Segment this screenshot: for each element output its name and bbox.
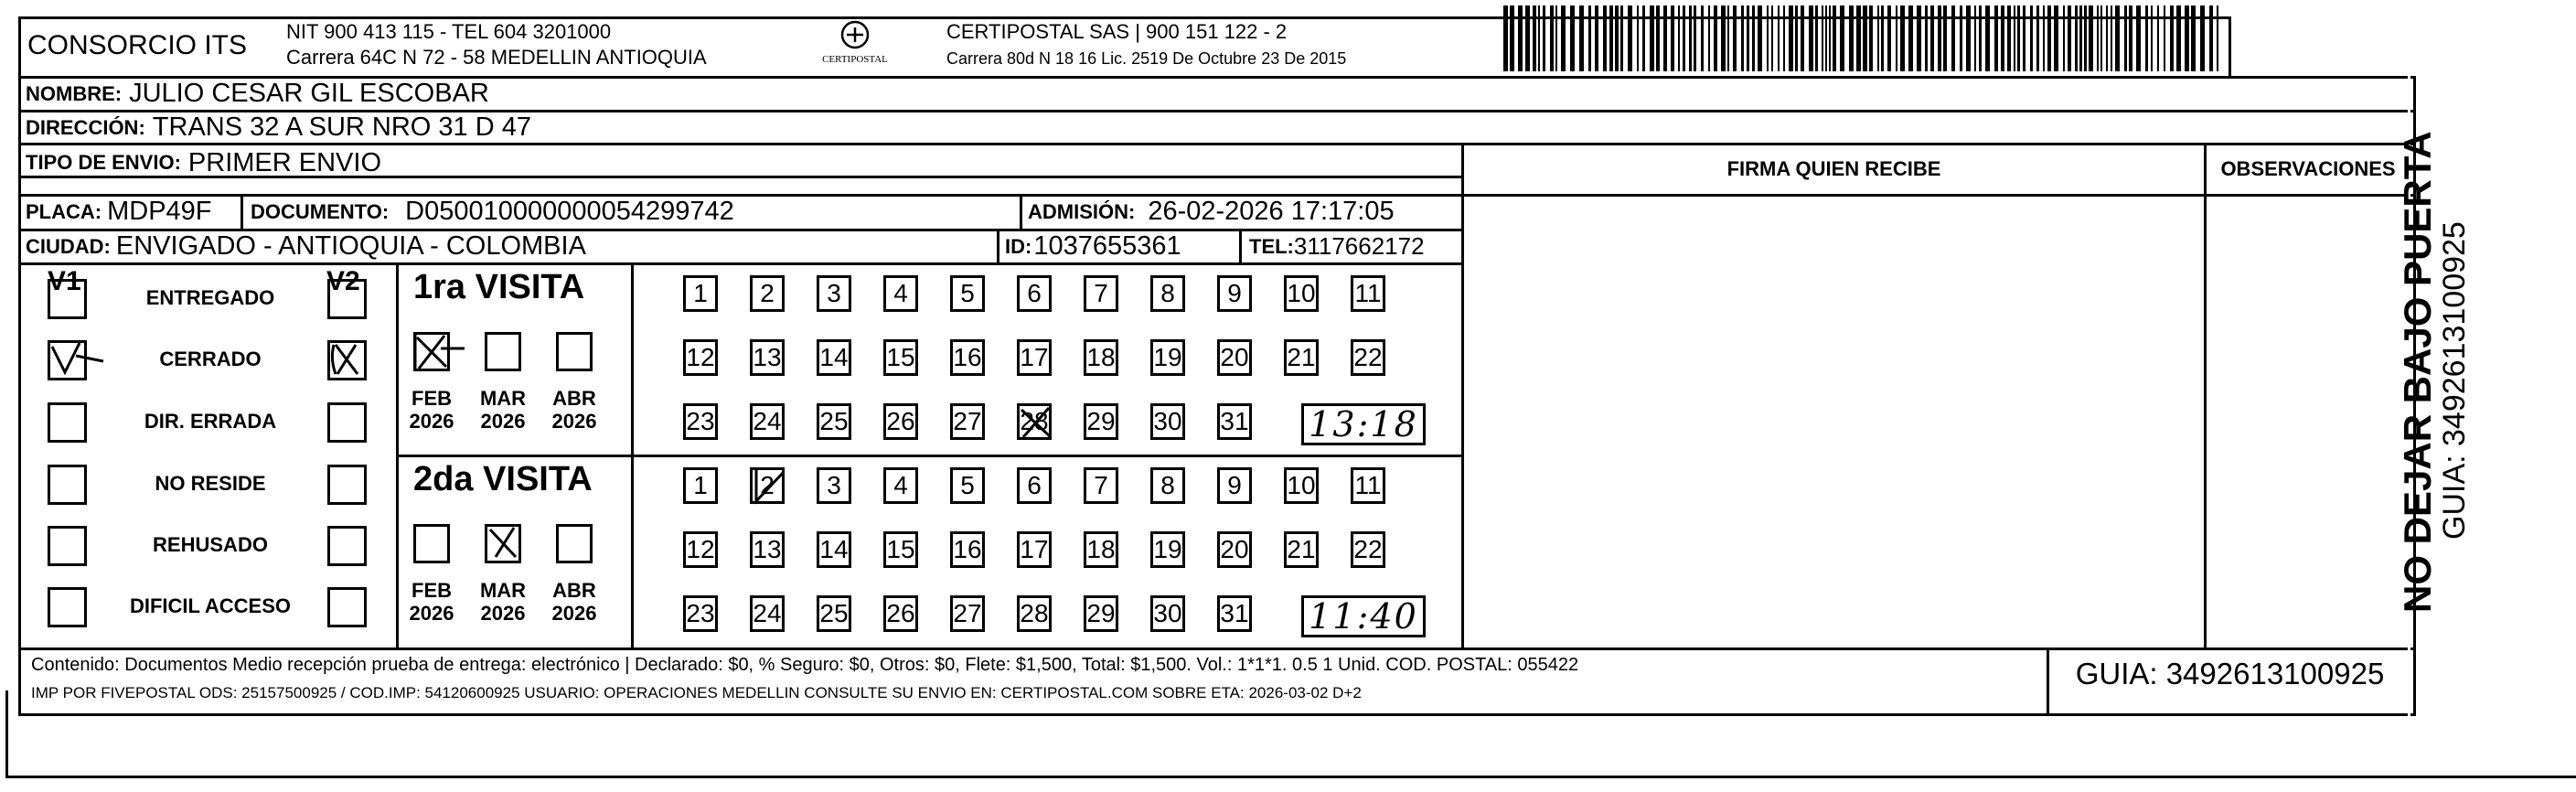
v2-checkbox[interactable] (327, 465, 367, 505)
v1-checkbox[interactable] (48, 279, 87, 319)
day-box[interactable]: 30 (1150, 403, 1185, 440)
barcode-bar (2043, 5, 2045, 71)
visit-time: 11:40 (1301, 595, 1426, 637)
day-box[interactable]: 18 (1084, 531, 1118, 568)
barcode-bar (1960, 5, 1962, 71)
day-box[interactable]: 11 (1351, 467, 1385, 504)
month-name: MAR (479, 579, 527, 602)
barcode-bar (1840, 5, 1844, 71)
barcode-bar (1741, 5, 1744, 71)
direccion-value: TRANS 32 A SUR NRO 31 D 47 (152, 112, 531, 142)
tipo-value: PRIMER ENVIO (187, 147, 382, 177)
day-box[interactable]: 3 (817, 275, 851, 312)
barcode-bar (1570, 5, 1575, 71)
barcode-bar (1620, 5, 1623, 71)
barcode-bar (1561, 5, 1566, 71)
day-mark-icon (749, 466, 789, 507)
barcode-bar (2017, 5, 2020, 71)
company-address: Carrera 64C N 72 - 58 MEDELLIN ANTIOQUIA (286, 46, 707, 69)
barcode-bar (2176, 5, 2181, 71)
barcode-bar (1701, 5, 1704, 71)
day-box[interactable]: 29 (1084, 595, 1118, 632)
day-box[interactable]: 14 (817, 339, 851, 376)
v2-checkbox[interactable] (327, 340, 367, 380)
barcode-bar (1525, 5, 1530, 71)
day-box[interactable]: 26 (883, 403, 918, 440)
day-box[interactable]: 31 (1217, 403, 1252, 440)
month-label (476, 387, 530, 433)
barcode-bar (1579, 5, 1584, 71)
bottom-edge (5, 776, 2576, 778)
barcode-bar (1603, 5, 1607, 71)
barcode-bar (1678, 5, 1680, 71)
month-year: 2026 (480, 602, 526, 625)
carrier-line: CERTIPOSTAL SAS | 900 151 122 - 2 (946, 20, 1288, 43)
barcode-bar (1974, 5, 1976, 71)
barcode-bar (2075, 5, 2078, 71)
day-box[interactable]: 16 (950, 531, 985, 568)
barcode-bar (1994, 5, 1998, 71)
day-box[interactable]: 10 (1284, 467, 1319, 504)
day-box[interactable]: 19 (1150, 531, 1185, 568)
visit-title: 2da VISITA (413, 460, 593, 498)
id-label: ID: (1005, 234, 1032, 258)
documento-label: DOCUMENTO: (251, 199, 390, 223)
barcode-bar (1747, 5, 1749, 71)
barcode-bar (2036, 5, 2039, 71)
carrier-address: Carrera 80d N 18 16 Lic. 2519 De Octubre 23 De 2015 (946, 49, 1347, 68)
month-mark-icon (485, 524, 549, 564)
v1-label: V1 (48, 266, 81, 296)
barcode-bar (2054, 5, 2058, 71)
barcode-bar (1588, 5, 1591, 71)
status-option-label: DIFICIL ACCESO (129, 594, 291, 617)
v1-checkbox[interactable] (48, 587, 87, 627)
day-box[interactable]: 28 (1017, 595, 1052, 632)
barcode-bar (2111, 5, 2112, 71)
barcode-bar (1825, 5, 1827, 71)
day-box[interactable]: 14 (817, 531, 851, 568)
month-checkbox[interactable] (556, 524, 593, 563)
barcode-bar (2063, 5, 2065, 71)
v2-checkbox[interactable] (327, 587, 367, 627)
day-box[interactable]: 21 (1284, 531, 1319, 568)
day-box[interactable]: 18 (1084, 339, 1118, 376)
barcode-bar (1683, 5, 1685, 71)
barcode-bar (1714, 5, 1717, 71)
day-box[interactable]: 3 (817, 467, 851, 504)
month-name: MAR (479, 387, 527, 410)
barcode-bar (2007, 5, 2011, 71)
barcode-bar (2030, 5, 2033, 71)
barcode-bar (1663, 5, 1667, 71)
barcode-bar (2157, 5, 2159, 71)
placa-label: PLACA: (26, 199, 102, 223)
barcode-bar (2100, 5, 2102, 71)
status-option-label: DIR. ERRADA (144, 410, 277, 433)
barcode-bar (2151, 5, 2153, 71)
observaciones-label: OBSERVACIONES (2220, 157, 2396, 180)
barcode-bar (1849, 5, 1854, 71)
barcode-bar (1595, 5, 1598, 71)
barcode-bar (1869, 5, 1873, 71)
status-option-label: CERRADO (159, 348, 262, 370)
ciudad-label: CIUDAD: (26, 234, 111, 258)
day-box[interactable]: 1 (683, 467, 718, 504)
month-name: ABR (552, 387, 596, 410)
month-year: 2026 (551, 410, 597, 433)
day-box[interactable]: 5 (950, 467, 985, 504)
day-box[interactable]: 2 (750, 467, 785, 504)
month-label (547, 579, 602, 625)
side-guia: GUIA: 3492613100925 (2437, 221, 2472, 540)
month-name: ABR (552, 579, 596, 602)
barcode-bar (2106, 5, 2108, 71)
certipostal-logo (814, 18, 896, 71)
day-box[interactable]: 27 (950, 595, 985, 632)
day-box[interactable]: 5 (950, 275, 985, 312)
barcode-bar (2089, 5, 2093, 71)
placa-value: MDP49F (107, 197, 212, 226)
barcode-bar (1771, 5, 1773, 71)
barcode-bar (2068, 5, 2071, 71)
tel-label: TEL: (1249, 234, 1294, 258)
barcode-bar (1721, 5, 1726, 71)
admision-value: 26-02-2026 17:17:05 (1148, 197, 1395, 226)
barcode-bar (1908, 5, 1913, 71)
day-box[interactable]: 28 (1017, 403, 1052, 440)
guia-box: GUIA: 3492613100925 (2075, 657, 2385, 690)
barcode-bar (2115, 5, 2120, 71)
barcode-bar (1555, 5, 1557, 71)
month-label (404, 579, 459, 625)
barcode-bar (2217, 5, 2218, 71)
barcode-bar (1985, 5, 1990, 71)
day-box[interactable]: 25 (817, 595, 851, 632)
barcode-bar (1518, 5, 1523, 71)
day-box[interactable]: 13 (750, 531, 785, 568)
barcode-bar (1510, 5, 1514, 71)
day-box[interactable]: 8 (1150, 467, 1185, 504)
admision-label: ADMISIÓN: (1028, 199, 1136, 223)
barcode-bar (2124, 5, 2127, 71)
barcode-bar (1887, 5, 1891, 71)
month-label (404, 387, 459, 433)
barcode-bar (1733, 5, 1737, 71)
v1-checkbox[interactable] (48, 340, 87, 380)
imp-text: IMP POR FIVEPOSTAL ODS: 25157500925 / COD.IMP: 54120600925 USUARIO: OPERACIONES MEDELLIN CONSULTE SU ENVIO EN: CERTIPOSTAL.COM SOBRE ETA: 2026-03-02 D+2 (31, 684, 1362, 701)
barcode-bar (1538, 5, 1540, 71)
day-box[interactable]: 6 (1017, 467, 1052, 504)
barcode-bar (1656, 5, 1660, 71)
id-value: 1037655361 (1033, 231, 1181, 261)
nombre-value: JULIO CESAR GIL ESCOBAR (129, 79, 489, 108)
visit-title: 1ra VISITA (413, 268, 585, 306)
day-box[interactable]: 15 (883, 531, 918, 568)
barcode-bar (1694, 5, 1696, 71)
barcode-bar (1752, 5, 1755, 71)
cross-mark-icon (328, 341, 365, 378)
month-year: 2026 (480, 410, 526, 433)
day-box[interactable]: 12 (683, 339, 718, 376)
day-box[interactable]: 2 (750, 275, 785, 312)
day-box[interactable]: 20 (1217, 531, 1252, 568)
barcode-bar (1900, 5, 1905, 71)
day-box[interactable]: 29 (1084, 403, 1118, 440)
barcode-bar (2164, 5, 2165, 71)
barcode-bar (1966, 5, 1971, 71)
barcode-bar (1727, 5, 1729, 71)
day-box[interactable]: 7 (1084, 467, 1118, 504)
barcode-bar (1877, 5, 1879, 71)
day-box[interactable]: 26 (883, 595, 918, 632)
nombre-label: NOMBRE: (26, 81, 123, 105)
barcode-bar (1822, 5, 1823, 71)
barcode-bar (1938, 5, 1941, 71)
barcode-bar (1925, 5, 1928, 71)
barcode-bar (1829, 5, 1831, 71)
day-box[interactable]: 24 (750, 595, 785, 632)
barcode-bar (2185, 5, 2189, 71)
barcode-bar (1896, 5, 1897, 71)
documento-value: D050010000000054299742 (405, 197, 734, 226)
firma-label: FIRMA QUIEN RECIBE (1726, 157, 1941, 180)
barcode-bar (1801, 5, 1804, 71)
barcode-bar (1917, 5, 1921, 71)
day-box[interactable]: 4 (883, 467, 918, 504)
barcode-bar (1767, 5, 1769, 71)
month-checkbox[interactable] (413, 332, 450, 371)
barcode-bar (2170, 5, 2174, 71)
day-box[interactable]: 17 (1017, 531, 1052, 568)
day-box[interactable]: 6 (1017, 275, 1052, 312)
barcode-bar (1550, 5, 1554, 71)
barcode-bar (1628, 5, 1632, 71)
barcode-bar (1637, 5, 1639, 71)
day-box[interactable]: 12 (683, 531, 718, 568)
barcode-bar (1778, 5, 1780, 71)
v2-checkbox[interactable] (327, 402, 367, 443)
day-box[interactable]: 23 (683, 595, 718, 632)
visit-time: 13:18 (1301, 403, 1426, 445)
status-option-label: ENTREGADO (145, 286, 275, 309)
month-name: FEB (412, 387, 452, 410)
barcode-bar (1881, 5, 1884, 71)
barcode-bar (1951, 5, 1955, 71)
v1-checkbox[interactable] (48, 526, 87, 566)
barcode-bar (1642, 5, 1645, 71)
barcode-bar (2084, 5, 2087, 71)
barcode-bar (1783, 5, 1785, 71)
barcode-bar (2136, 5, 2141, 71)
day-box[interactable]: 7 (1084, 275, 1118, 312)
day-box[interactable]: 13 (750, 339, 785, 376)
barcode-bar (2097, 5, 2099, 71)
barcode-bar (1863, 5, 1867, 71)
barcode-bar (2129, 5, 2132, 71)
day-box[interactable]: 23 (683, 403, 718, 440)
barcode-bar (2047, 5, 2051, 71)
month-checkbox[interactable] (485, 524, 521, 563)
barcode-bar (2209, 5, 2213, 71)
status-option-label: REHUSADO (153, 533, 268, 556)
check-mark-icon (48, 341, 112, 378)
barcode-bar (1815, 5, 1818, 71)
tipo-label: TIPO DE ENVIO: (26, 151, 181, 174)
barcode-bar (1689, 5, 1692, 71)
day-box[interactable]: 11 (1351, 275, 1385, 312)
day-box[interactable]: 22 (1351, 531, 1385, 568)
day-box[interactable]: 10 (1284, 275, 1319, 312)
day-box[interactable]: 8 (1150, 275, 1185, 312)
month-year: 2026 (409, 410, 454, 433)
day-box[interactable]: 22 (1351, 339, 1385, 376)
day-box[interactable]: 25 (817, 403, 851, 440)
barcode-bar (2145, 5, 2148, 71)
barcode-bar (2191, 5, 2196, 71)
month-checkbox[interactable] (556, 332, 593, 371)
month-checkbox[interactable] (413, 524, 450, 563)
status-option-label: NO RESIDE (155, 472, 266, 495)
barcode (1500, 5, 2231, 71)
day-box[interactable]: 30 (1150, 595, 1185, 632)
day-box[interactable]: 19 (1150, 339, 1185, 376)
tel-value: 3117662172 (1293, 232, 1425, 260)
day-box[interactable]: 9 (1217, 275, 1252, 312)
barcode-bar (1650, 5, 1654, 71)
day-box[interactable]: 15 (883, 339, 918, 376)
day-box[interactable]: 16 (950, 339, 985, 376)
direccion-label: DIRECCIÓN: (26, 115, 145, 139)
day-box[interactable]: 27 (950, 403, 985, 440)
barcode-bar (1758, 5, 1762, 71)
barcode-bar (1543, 5, 1545, 71)
day-box[interactable]: 31 (1217, 595, 1252, 632)
v2-label: V2 (326, 266, 360, 296)
barcode-bar (1930, 5, 1934, 71)
barcode-bar (1615, 5, 1619, 71)
day-box[interactable]: 9 (1217, 467, 1252, 504)
month-name: FEB (412, 579, 452, 602)
company-name: CONSORCIO ITS (27, 30, 248, 60)
barcode-bar (2014, 5, 2015, 71)
barcode-bar (2023, 5, 2026, 71)
barcode-bar (2001, 5, 2004, 71)
day-box[interactable]: 17 (1017, 339, 1052, 376)
day-box[interactable]: 1 (683, 275, 718, 312)
barcode-bar (1789, 5, 1793, 71)
v1-checkbox[interactable] (48, 465, 87, 505)
barcode-bar (1533, 5, 1536, 71)
month-label (547, 387, 602, 433)
v2-checkbox[interactable] (327, 526, 367, 566)
logo-text: CERTIPOSTAL (822, 54, 888, 65)
barcode-bar (1856, 5, 1861, 71)
barcode-bar (1833, 5, 1836, 71)
v2-checkbox[interactable] (327, 279, 367, 319)
barcode-bar (1809, 5, 1813, 71)
month-label (476, 579, 530, 625)
day-box[interactable]: 4 (883, 275, 918, 312)
day-box[interactable]: 24 (750, 403, 785, 440)
side-warning: NO DEJAR BAJO PUERTA (2396, 131, 2439, 613)
barcode-bar (1943, 5, 1947, 71)
month-mark-icon (413, 332, 477, 372)
ciudad-value: ENVIGADO - ANTIOQUIA - COLOMBIA (115, 231, 586, 261)
barcode-bar (1609, 5, 1613, 71)
barcode-bar (1795, 5, 1798, 71)
barcode-bar (1671, 5, 1674, 71)
company-nit: NIT 900 413 115 - TEL 604 3201000 (286, 20, 612, 43)
barcode-bar (1708, 5, 1710, 71)
barcode-bar (1503, 5, 1508, 71)
v1-checkbox[interactable] (48, 402, 87, 443)
barcode-bar (1979, 5, 1982, 71)
month-checkbox[interactable] (485, 332, 521, 371)
day-box[interactable]: 21 (1284, 339, 1319, 376)
month-year: 2026 (551, 602, 597, 625)
month-year: 2026 (409, 602, 454, 625)
day-box[interactable]: 20 (1217, 339, 1252, 376)
contenido-text: Contenido: Documentos Medio recepción prueba de entrega: electrónico | Declarado: $0, % Seguro: $0, Otros: $0, Flete: $1,500, Total: $1,500. Vol.: 1*1*1. 0.5 1 Unid. COD. POSTAL: 055422 (31, 655, 1579, 675)
day-mark-icon (1016, 402, 1056, 443)
barcode-bar (2079, 5, 2082, 71)
barcode-bar (2200, 5, 2205, 71)
